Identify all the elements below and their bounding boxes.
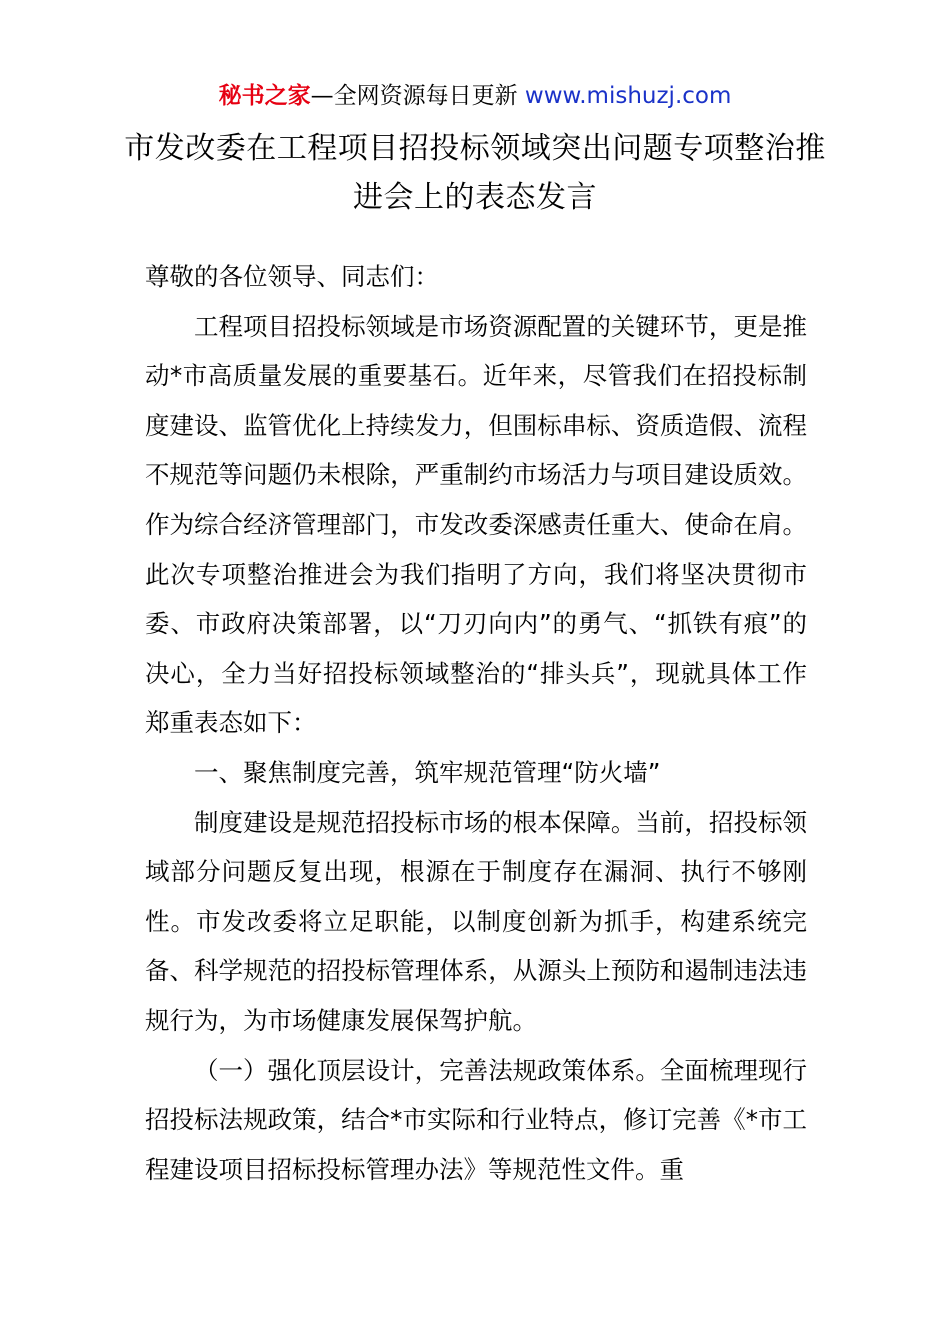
paragraph-intro: 工程项目招投标领域是市场资源配置的关键环节，更是推动*市高质量发展的重要基石。近年来，尽管我们在招投标制度建设、监管优化上持续发力，但围标串标、资质造假、流程不规范等问题仍未根除，严重制约市场活力与项目建设质效。作为综合经济管理部门，市发改委深感责任重大、使命在肩。此次专项整治推进会为我们指明了方向，我们将坚决贯彻市委、市政府决策部署，以“刀刃向内”的勇气、“抓铁有痕”的决心，全力当好招投标领域整治的“排头兵”，现就具体工作郑重表态如下： [145, 311, 807, 738]
section-heading-1: 一、聚焦制度完善，筑牢规范管理“防火墙” [194, 757, 661, 787]
site-url-link[interactable]: www.mishuzj.com [524, 83, 732, 109]
paragraph-section-1: 制度建设是规范招投标市场的根本保障。当前，招投标领域部分问题反复出现，根源在于制度存在漏洞、执行不够刚性。市发改委将立足职能，以制度创新为抓手，构建系统完备、科学规范的招投标管理体系，从源头上预防和遏制违法违规行为，为市场健康发展保驾护航。 [145, 807, 807, 1035]
document-body [145, 252, 807, 1194]
site-brand: 秘书之家 [218, 83, 311, 109]
site-banner [0, 80, 950, 112]
salutation: 尊敬的各位领导、同志们： [145, 262, 439, 291]
paragraph-subsection-1: （一）强化顶层设计，完善法规政策体系。全面梳理现行招投标法规政策，结合*市实际和行业特点，修订完善《*市工程建设项目招标投标管理办法》等规范性文件。重 [145, 1055, 807, 1184]
document-title: 市发改委在工程项目招投标领域突出问题专项整治推进会上的表态发言 [124, 131, 826, 215]
site-tagline: —全网资源每日更新 [310, 83, 518, 109]
